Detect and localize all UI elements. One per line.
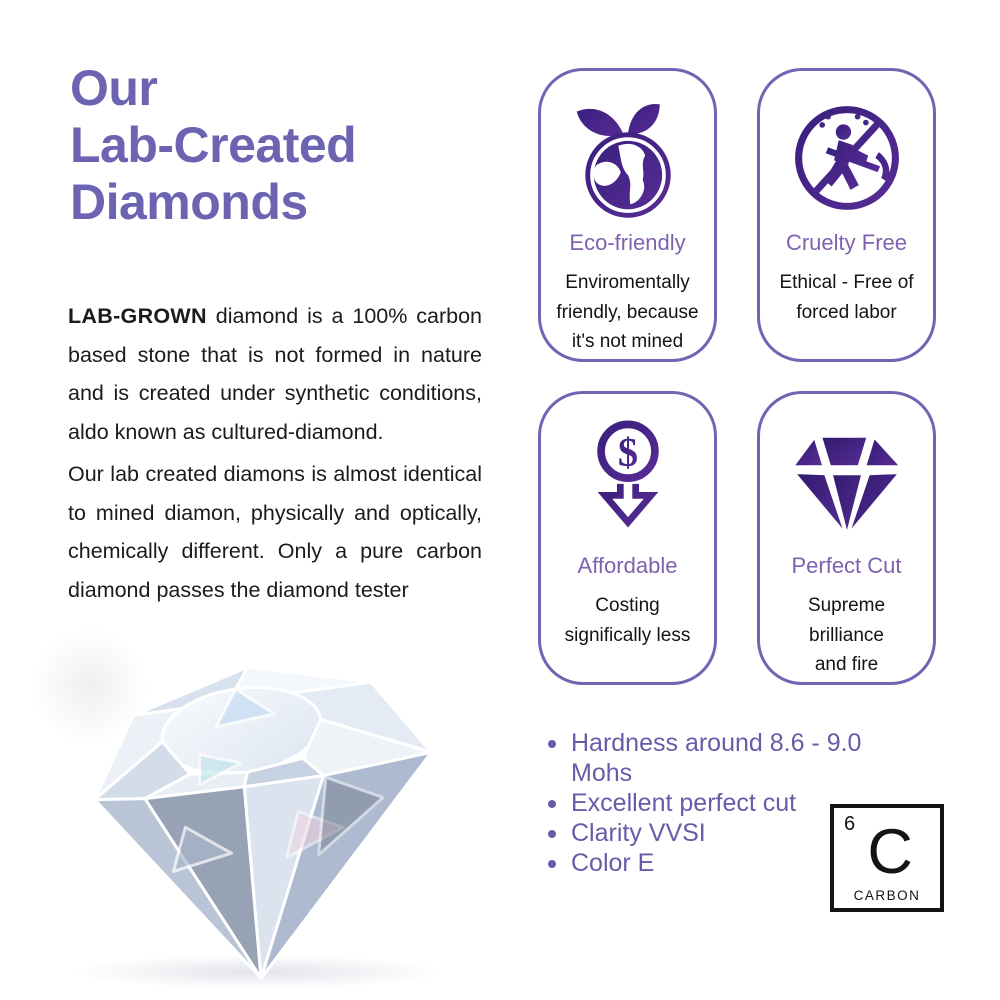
element-name: CARBON [853, 888, 921, 903]
bullet-icon [548, 860, 556, 868]
bullet-icon [548, 740, 556, 748]
element-symbol: C [867, 817, 913, 887]
page-title [70, 60, 356, 231]
card-description: Supreme brilliance and fire [807, 595, 886, 675]
intro-paragraph-text: diamond is a 100% carbon based stone that is not formed in nature and is created under synthetic conditions, aldo known as cultured-diamond. [68, 304, 482, 444]
card-title: Affordable [577, 553, 678, 578]
feature-card-perfect-cut [757, 391, 936, 685]
page-title-line-3: Diamonds [70, 174, 308, 230]
card-title: Eco-friendly [569, 230, 686, 255]
description-paragraph-text: Our lab created diamons is almost identical to mined diamon, physically and optically, chemically different. Only a pure carbon diamond passes the diamond tester [68, 462, 482, 602]
dollar-glyph: $ [617, 429, 638, 475]
card-description: Enviromentally friendly, because it's not mined [556, 272, 699, 352]
feature-card-cruelty-free [757, 68, 936, 362]
card-description: Ethical - Free of forced labor [779, 272, 914, 323]
diamond-gem-icon [780, 410, 914, 552]
feature-item [546, 728, 882, 788]
card-title: Cruelty Free [785, 230, 908, 255]
bullet-icon [548, 830, 556, 838]
page-title-line-2: Lab-Created [70, 117, 357, 173]
feature-text: Hardness around 8.6 - 9.0 Mohs [571, 729, 862, 787]
price-down-icon [580, 410, 676, 552]
page-title-line-1: Our [70, 60, 158, 116]
intro-paragraph [68, 297, 482, 451]
feature-card-affordable [538, 391, 717, 685]
feature-card-eco-friendly [538, 68, 717, 362]
feature-text: Clarity VVSI [571, 819, 706, 847]
carbon-element-tile [830, 804, 944, 912]
feature-text: Excellent perfect cut [571, 789, 797, 817]
atomic-number: 6 [844, 813, 856, 835]
eco-earth-icon [567, 87, 689, 229]
feature-text: Color E [571, 849, 655, 877]
diamond-photo [18, 628, 493, 993]
bullet-icon [548, 800, 556, 808]
intro-paragraph-lead: LAB-GROWN [68, 304, 207, 328]
card-description: Costing significally less [564, 595, 691, 646]
no-mining-icon [788, 87, 906, 229]
card-title: Perfect Cut [791, 553, 902, 578]
description-paragraph [68, 455, 482, 609]
